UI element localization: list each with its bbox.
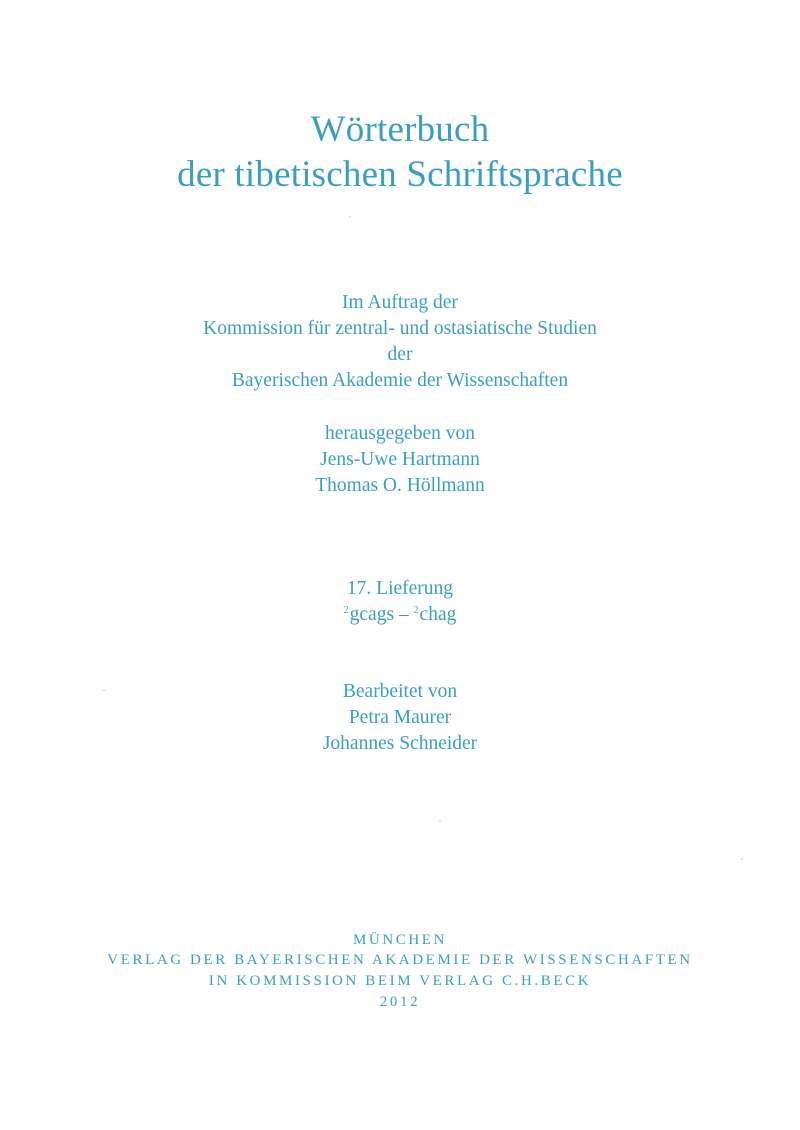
paper-speck: [741, 858, 743, 860]
paper-speck: [103, 689, 105, 691]
author-name: Johannes Schneider: [322, 733, 478, 754]
editors-intro: herausgegeben von: [325, 423, 475, 444]
superscript-2: 2: [343, 605, 349, 616]
publisher-line-2: IN KOMMISSION BEIM VERLAG C.H.BECK: [208, 973, 592, 989]
issue-number: 17. Lieferung: [346, 578, 454, 599]
paper-speck: [349, 216, 351, 218]
superscript-2: 2: [413, 605, 419, 616]
editor-name: Jens-Uwe Hartmann: [320, 449, 480, 470]
paper-speck: [439, 820, 441, 822]
authors-intro: Bearbeitet von: [342, 681, 458, 702]
issue-range: [0, 602, 800, 631]
commission-line-1: Im Auftrag der: [342, 292, 458, 313]
publisher-city: MÜNCHEN: [352, 932, 448, 948]
publication-year: 2012: [379, 994, 421, 1010]
book-title-line-2: der tibetischen Schriftsprache: [177, 154, 623, 195]
commission-line-2: Kommission für zentral- und ostasiatische Studien: [203, 318, 597, 339]
commission-line-3: der: [387, 344, 413, 365]
publisher-line-1: VERLAG DER BAYERISCHEN AKADEMIE DER WISSENSCHAFTEN: [107, 952, 693, 968]
issue-range-start: gcags –: [349, 604, 414, 625]
author-name: Petra Maurer: [348, 707, 452, 728]
commission-line-4: Bayerischen Akademie der Wissenschaften: [231, 370, 569, 391]
issue-range-end: chag: [419, 604, 457, 625]
book-title-line-1: Wörterbuch: [310, 109, 490, 150]
editor-name: Thomas O. Höllmann: [315, 475, 485, 496]
